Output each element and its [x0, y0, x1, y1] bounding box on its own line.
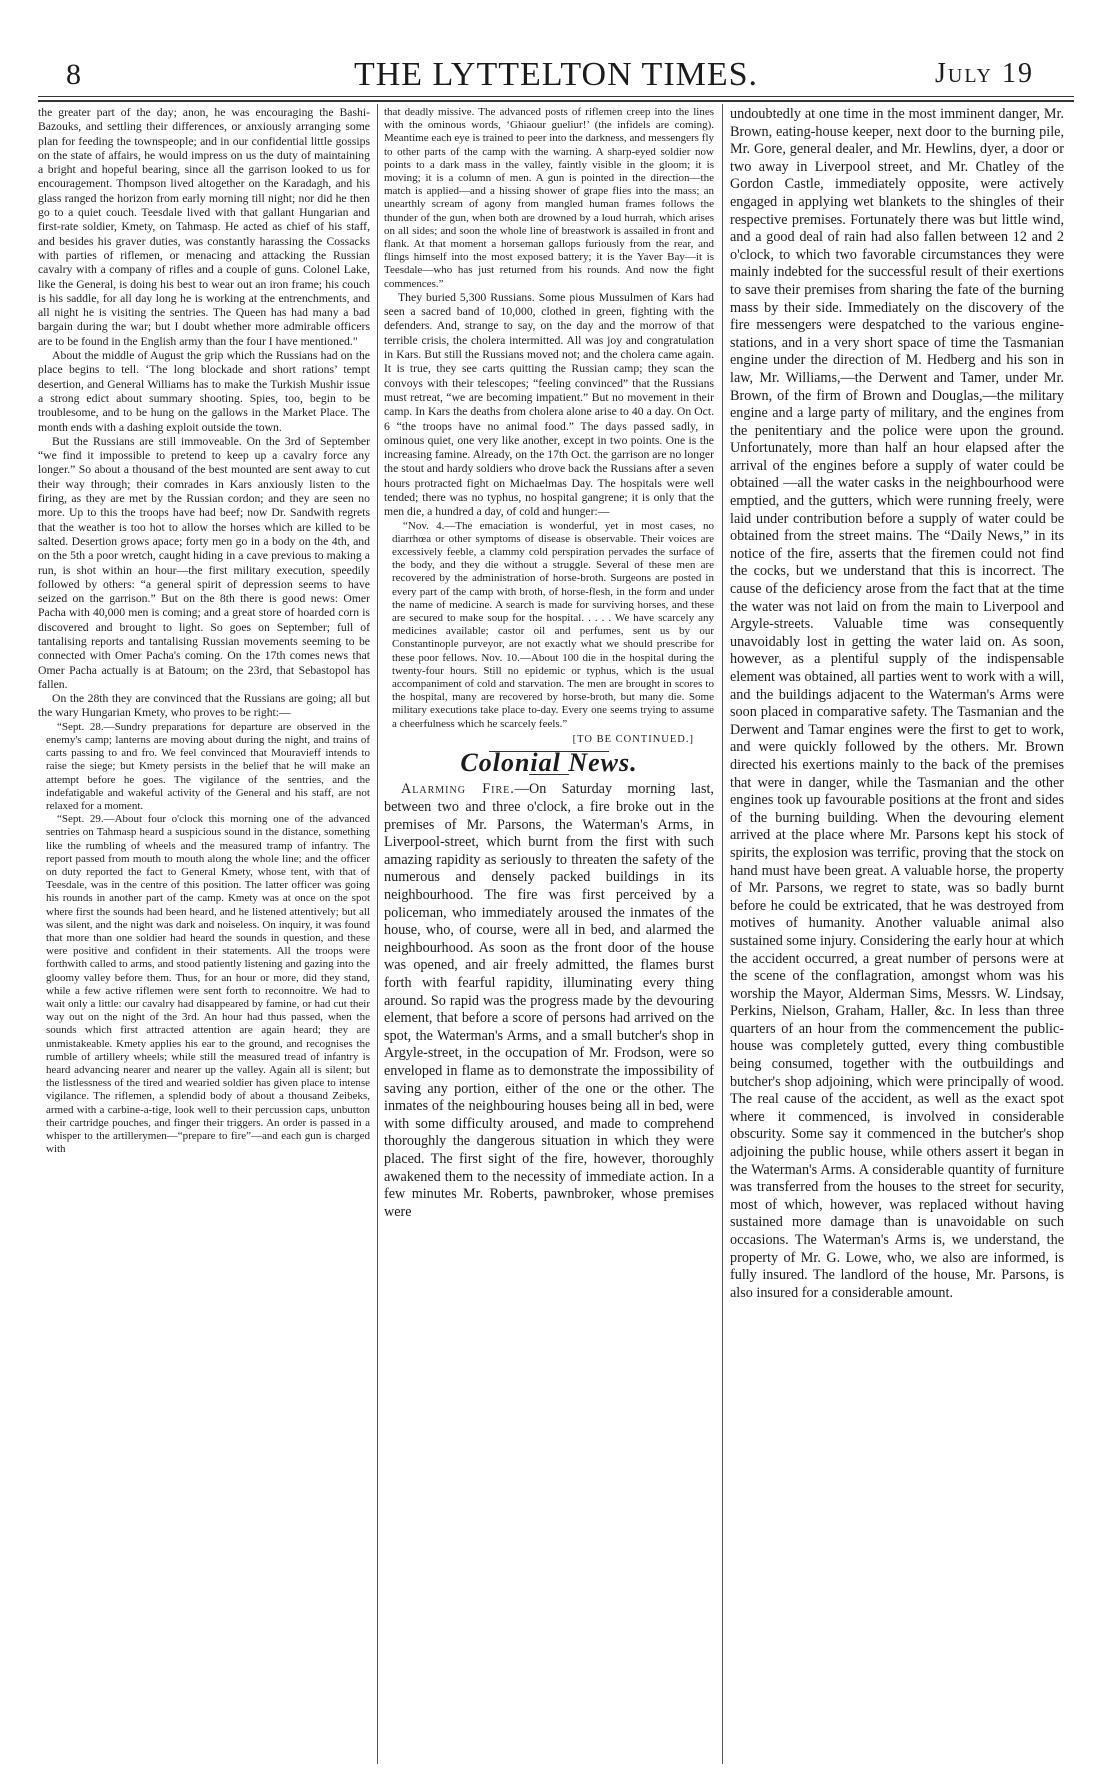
section-heading: Colonial News.	[460, 748, 638, 778]
masthead	[38, 48, 1074, 94]
article-continuation: undoubtedly at one time in the most imminent danger, Mr. Brown, eating-house keeper, next door to the burning pile, Mr. Gore, general dealer, and Mr. Hewlins, dyer, a door or two away in Liverpool street, and Mr. Chatley of the Gordon Castle, immediately opposite, were actively engaged in applying wet blankets to the shingles of their respective premises. Fortunately there was but little wind, and a good deal of rain had also fallen between 12 and 2 o'clock, to which two favorable circumstances they were mainly indebted for the successful result of their exertions to save their premises from sharing the fate of the burning mass by their side. Immediately on the discovery of the fire messengers were despatched to the various engine-stations, and in a very short space of time the Tasmanian engine under the direction of M. Hedberg and his son in law, Mr. Williams,—the Derwent and Tamer, under Mr. Brown, of the firm of Brown and Douglas,—the military engine and a large party of military, and the engines from the penitentiary and the police were upon the ground. Unfortunately, more than half an hour elapsed after the arrival of the engines before a supply of water could be obtained —all the water casks in the neighbourhood were emptied, and the gutters, which were running freely, were laid under contribution before a supply of water could be obtained from the street mains. The “Daily News,” in its notice of the fire, asserts that the firemen could not find the cocks, but we understand that this is incorrect. The cause of the deficiency arose from the fact that at the time the water was not laid on from the main to Liverpool and Argyle-streets. Valuable time was consequently unavoidably lost in getting the water laid on. As soon, however, as a plentiful supply of the indispensable element was obtained, all parties went to work with a will, and the buildings adjacent to the Waterman's Arms were soon placed in comparative safety. The Tasmanian and the Derwent and Tamar engines were the first to get to work, and were quickly followed by the others. Mr. Brown directed his exertions mainly to the back of the premises that were in danger, while the Tasmanian and the other engines took up favourable positions at the front and sides of the burning building. When the devouring element arrived at the place where Mr. Parsons kept his stock of spirits, the explosion was terrific, proving that the stock on hand must have been great. A valuable horse, the property of Mr. Parsons, we regret to state, was so badly burnt before he could be extricated, that he was destroyed from motives of humanity. Another valuable animal also sustained some injury. Considering the early hour at which the accident occurred, a great number of persons were at the scene of the conflagration, amongst whom was his worship the Mayor, Alderman Sims, Messrs. W. Lindsay, Perkins, Nielson, Graham, Haller, &c. In less than three quarters of an hour from the commencement the public-house was completely gutted, every thing combustible being consumed, together with the outbuildings and butcher's shop adjoining, which were principally of wood. The real cause of the accident, as well as the exact spot where it commenced, is involved in considerable obscurity. Some say it commenced in the butcher's shop adjoining the public house, while others assert it began in the Waterman's Arms. A considerable quantity of furniture was transferred from the houses to the street for security, most of which, however, was replaced without having sustained more damage than is unavoidable on such occasions. The Waterman's Arms is, we understand, the property of Mr. G. Lowe, who, we also are informed, is fully insured. The landlord of the house, Mr. Parsons, is also insured for a considerable amount.	[730, 106, 1064, 1301]
page-number: 8	[66, 58, 81, 91]
article-body: —On Saturday morning last, between two and three o'clock, a fire broke out in the premises of Mr. Parsons, the Waterman's Arms, in Liverpool-street, which burnt from the first with such amazing rapidity as seriously to threaten the safety of the numerous and densely packed buildings in its neighbourhood. The fire was first perceived by a policeman, who immediately aroused the inmates of the house, who, of course, were all in bed, and alarmed the neighbourhood. As soon as the front door of the house was opened, and air freely admitted, the flames burst forth with fearful rapidity, illuminating every thing around. So rapid was the progress made by the devouring element, that before a score of persons had arrived on the spot, the Waterman's Arms, and a small butcher's shop in Argyle-street, in the occupation of Mr. Frodson, were so enveloped in flame as to demonstrate the impossibility of saving any portion, either of the one or the other. The inmates of the neighbouring houses being all in bed, were with some difficulty aroused, and made to comprehend thoroughly the dangerous situation in which they were placed. The first sight of the fire, however, thoroughly awakened them to the necessity of immediate action. In a few minutes Mr. Roberts, pawnbroker, whose premises were	[384, 781, 714, 1220]
quoted-extract	[384, 106, 714, 291]
column-2	[384, 106, 714, 1766]
quote-paragraph: “Sept. 29.—About four o'clock this morning one of the advanced sentries on Tahmasp heard a suspicious sound in the distance, something like the rumbling of wheels and the measured tramp of infantry. The report passed from mouth to mouth along the whole line; and the officer on duty reported the fact to General Kmety, whose tent, with that of Teesdale, was in the centre of this position. The latter officer was going his rounds in another part of the camp. Kmety was at once on the spot where first the sounds had been heard, and he listened attentively; but all was silent, and the night was dark and noiseless. On inquiry, it was found that more than one soldier had heard the sounds in question, and these were positive and confident in their statements. All the troops were forthwith called to arms, and stood patiently listening and gazing into the gloomy valley before them. Thus, for an hour or more, did they stand, while a few active riflemen were sent forth to reconnoitre. We had to wait only a little: our cavalry had disappeared by famine, or had cut their way out on the night of the 3rd. An hour had thus passed, when the sounds which first attracted attention are again heard; they are unmistakeable. Kmety applies his ear to the ground, and recognises the rumble of artillery wheels; while still the measured tread of infantry is heard advancing nearer and nearer up the valley. Again all is silent; but the listlessness of the tired and wearied soldier has given place to intense vigilance. The riflemen, a splendid body of about a thousand Zeibeks, armed with a carbine-a-tige, look well to their percussion caps, unbutton their cartridge pouches, and finger their triggers. An order is passed in a whisper to the artillerymen—“prepare to fire”—and each gun is charged with	[46, 813, 370, 1156]
column-3	[730, 106, 1064, 1766]
column-divider	[377, 104, 378, 1764]
quote-paragraph: “Nov. 4.—The emaciation is wonderful, yet in most cases, no diarrhœa or other symptoms of disease is observable. Their voices are excessively feeble, a clammy cold perspiration pervades the surface of the body, and they die without a struggle. Several of these men are recovered by the administration of horse-broth. Surgeons are posted in every part of the camp with broth, of horse-flesh, in the form and under the name of medicine. A search is made for surviving horses, and these are secured to make soup for the hospital. . . . . We have scarcely any medicines available; castor oil and perfumes, sent us by our Constantinople purveyor, are not exactly what we should prescribe for these poor fellows. Nov. 10.—About 100 die in the hospital during the twenty-four hours. Still no epidemic or typhus, which is the usual accompaniment of cold and starvation. The men are brought in scores to the hospital, many are recovered by horse-broth, but many die. Some military executions take place to-day. Every one seems trying to assume a cheerfulness which he scarcely feels.”	[392, 519, 714, 730]
paragraph: But the Russians are still immoveable. On the 3rd of September “we find it impossible to pretend to keep up a cavalry force any longer.” So about a thousand of the best mounted are sent away to cut their way through; their comrades in Kars anxiously listen to the firing, as they are met by the Russian cordon; and they are seen no more. Up to this the troops have had beef; now Dr. Sandwith regrets that the weather is too hot to allow the horses which are killed to be salted. Desertion grows apace; forty men go in a body on the 4th, and on the 5th a poor wretch, caught hiding in a cave previous to making a run, is shot within an hour—the first military execution, speedily followed by others: “a general spirit of depression seems to have seized on the garrison.” But on the 8th there is good news: Omer Pacha with 40,000 men is coming; and a great store of hoarded corn is discovered and brought to light. So goes on September; full of tantalising reports and tantalising Russian movements seeming to be connected with Omer Pacha's coming. On the 17th comes news that Omer Pacha actually is at Batoum; on the 23rd, that Sebastopol has fallen.	[38, 434, 370, 691]
continued-note: [TO BE CONTINUED.]	[572, 733, 694, 745]
quote-paragraph: “Sept. 28.—Sundry preparations for departure are observed in the enemy's camp; lanterns are moving about during the night, and trains of carts passing to and fro. We feel convinced that Mouravieff intends to raise the siege; but Kmety persists in the belief that he will make an attempt before he goes. The vigilance of the sentries, and the indefatigable and wakeful activity of the General and his staff, are not relaxed for a moment.	[46, 720, 370, 812]
quoted-extract	[38, 721, 370, 1157]
masthead-rule-thin	[38, 96, 1074, 97]
issue-date: July 19	[935, 58, 1034, 89]
column-1	[38, 106, 370, 1766]
article-alarming-fire	[384, 781, 714, 1221]
masthead-rule-thick	[38, 100, 1074, 102]
paragraph: On the 28th they are convinced that the Russians are going; all but the wary Hungarian Kmety, who proves to be right:—	[38, 692, 370, 720]
article-lead-in: Alarming Fire.	[401, 781, 515, 798]
paragraph: They buried 5,300 Russians. Some pious Mussulmen of Kars had seen a sacred band of 10,000, clothed in green, fighting with the defenders. And, strange to say, on the day and the morrow of that terrible crisis, the cholera intermitted. All was joy and congratulation in Kars. But still the Russians moved not; and the cholera came again. It is true, they see carts quitting the Russian camp; they scan the convoys with their telescopes; “feeling convinced” that the Russians must retreat, “we are becoming impatient.” But no movement in their camp. In Kars the deaths from cholera alone arise to 40 a day. On Oct. 6 “the troops have no animal food.” The days passed sadly, in ominous quiet, one very like another, except in two points. One is the increasing famine. Already, on the 17th Oct. the garrison are no longer the stout and hardy soldiers who drove back the Russians after a seven hours protracted fight on Michaelmas Day. The hospitals were well tended; there was no typhus, no hospital gangrene; it is only that the men die, a hundred a day, of cold and hunger:—	[384, 290, 714, 519]
paragraph: About the middle of August the grip which the Russians had on the place begins to tell. ‘The long blockade and short rations’ tempt desertion, and General Williams has to make the Turkish Mushir issue a strong edict about summary shooting. Spies, too, begin to be troublesome, and to be hung on the gallows in the Market Place. The month ends with a dashing exploit outside the town.	[38, 349, 370, 434]
quoted-extract	[384, 520, 714, 731]
column-divider	[722, 104, 723, 1764]
paragraph: the greater part of the day; anon, he was encouraging the Bashi-Bazouks, and settling their differences, or anxiously arranging some plan for feeding the townspeople; and in our confidential little gossips on the state of affairs, he would impress on us the duty of maintaining a bright and hopeful bearing, since all the garrison looked to us for encouragement. Thompson lived altogether on the Karadagh, and his glass ranged the horizon from early morning till night; nor did he then go to a quiet couch. Teesdale lived with that gallant Hungarian and first-rate soldier, Kmety, on Tahmasp. He acted as chief of his staff, and besides his graver duties, was constantly harassing the Cossacks with parties of riflemen, or menacing and attacking the Russian cavalry with a company of rifles and a couple of guns. Colonel Lake, like the General, is doing his best to wear out an iron frame; his couch is his saddle, for all day long he is working at the entrenchments, and all night he is visiting the sentries. The Queen has had many a bad bargain during the war; but I doubt whether more admirable officers are to be found in the English army than the four I have mentioned."	[38, 106, 370, 348]
newspaper-title: THE LYTTELTON TIMES.	[353, 56, 759, 93]
quote-paragraph: that deadly missive. The advanced posts of riflemen creep into the lines with the ominous words, ‘Ghiaour gueliur!’ (the infidels are coming). Meantime each eye is trained to peer into the darkness, and messengers fly to other parts of the camp with the warning. A sharp-eyed soldier now points to a dark mass in the valley, faintly visible in the gloom; it is moving; it is a column of men. A gun is pointed in the direction—the match is applied—and a hissing shower of grape flies into the mass; an unearthly scream of agony from mangled human frames follows the thunder of the gun, when both are drowned by a loud hurrah, which arises on all sides; and soon the whole line of breastwork is assailed in front and flank. At that moment a horseman gallops furiously from the rear, and flings himself into the most exposed battery; it is the Yaver Bay—it is Teesdale—who has just returned from his rounds. And now the fight commences.”	[384, 106, 714, 290]
